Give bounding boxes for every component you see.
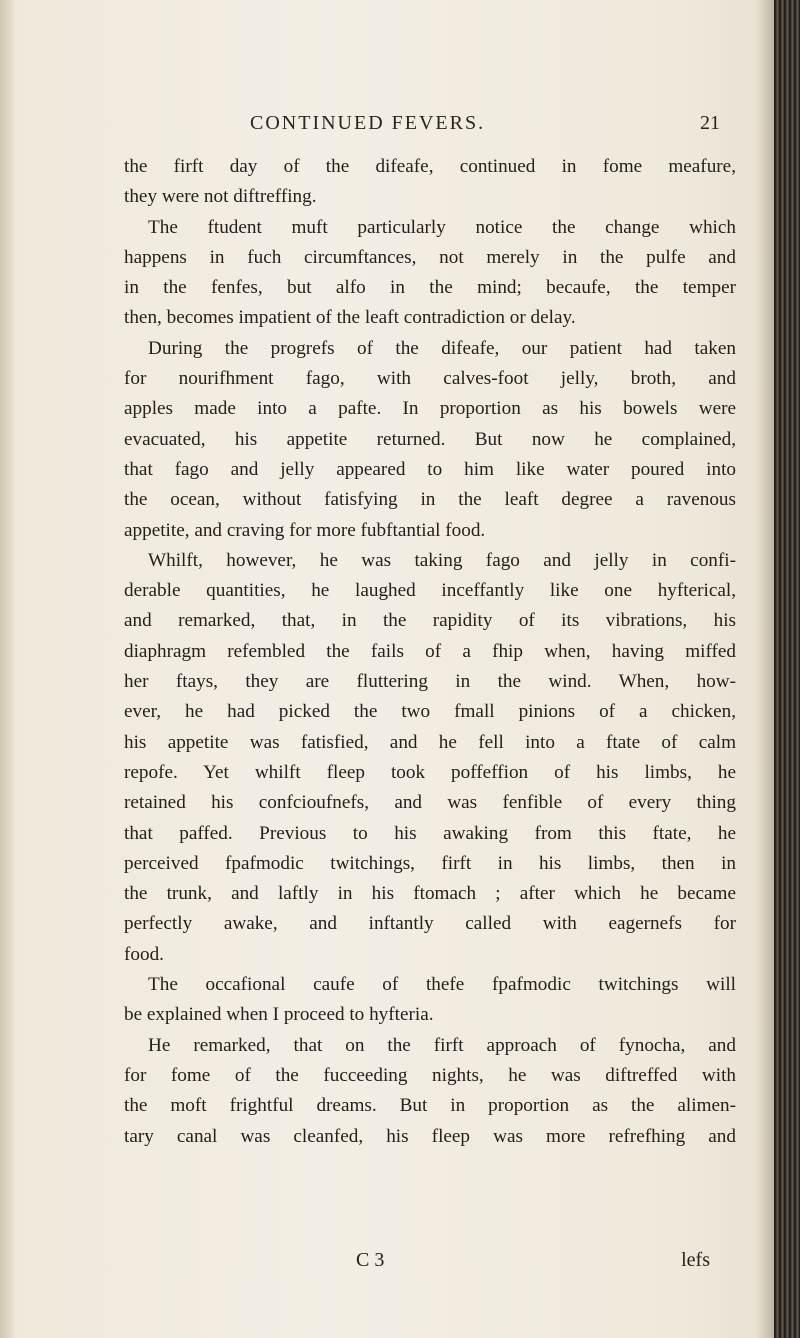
text-line: The occafional caufe of thefe fpafmodic twitchings will <box>148 974 736 996</box>
text-line: happens in fuch circumftances, not merely in the pulfe and <box>124 246 736 268</box>
text-line: evacuated, his appetite returned. But now he complained, <box>124 428 736 450</box>
text-line: that paffed. Previous to his awaking from this ftate, he <box>124 822 736 844</box>
text-line: apples made into a pafte. In proportion as his bowels were <box>124 398 736 420</box>
gutter-shadow <box>756 0 774 1338</box>
text-line: for nourifhment fago, with calves-foot jelly, broth, and <box>124 368 736 390</box>
text-line: the trunk, and laftly in his ftomach ; after which he became <box>124 883 736 905</box>
text-line: perfectly awake, and inftantly called with eagernefs for <box>124 913 736 935</box>
text-line: that fago and jelly appeared to him like water poured into <box>124 458 736 480</box>
text-line: appetite, and craving for more fubftantial food. <box>124 519 486 541</box>
text-line: his appetite was fatisfied, and he fell into a ftate of calm <box>124 731 736 753</box>
text-line: the ocean, without fatisfying in the leaft degree a ravenous <box>124 489 736 511</box>
text-line: the moft frightful dreams. But in proportion as the alimen- <box>124 1095 736 1117</box>
text-line: in the fenfes, but alfo in the mind; becaufe, the temper <box>124 277 736 299</box>
text-line: Whilft, however, he was taking fago and jelly in confi- <box>148 549 736 571</box>
page-footer <box>124 1249 736 1279</box>
text-line: they were not diftreffing. <box>124 186 317 208</box>
text-line: be explained when I proceed to hyfteria. <box>124 1004 434 1026</box>
body-text <box>124 152 736 1152</box>
text-line: for fome of the fucceeding nights, he was diftreffed with <box>124 1064 736 1086</box>
book-binding <box>774 0 800 1338</box>
text-line: perceived fpafmodic twitchings, firft in his limbs, then in <box>124 852 736 874</box>
text-line: He remarked, that on the firft approach of fynocha, and <box>148 1034 736 1056</box>
text-line: During the progrefs of the difeafe, our patient had taken <box>148 337 736 359</box>
text-line: The ftudent muft particularly notice the change which <box>148 216 736 238</box>
catchword: lefs <box>681 1249 710 1271</box>
text-line: her ftays, they are fluttering in the wind. When, how- <box>124 671 736 693</box>
signature-mark: C 3 <box>356 1249 385 1271</box>
text-line: diaphragm refembled the fails of a fhip when, having miffed <box>124 640 736 662</box>
text-line: and remarked, that, in the rapidity of its vibrations, his <box>124 610 736 632</box>
text-line: derable quantities, he laughed inceffantly like one hyfterical, <box>124 580 736 602</box>
running-head: CONTINUED FEVERS. <box>250 112 486 134</box>
page-header <box>110 112 720 142</box>
text-line: food. <box>124 943 164 965</box>
text-line: then, becomes impatient of the leaft contradiction or delay. <box>124 307 576 329</box>
page-left-edge <box>0 0 14 1338</box>
text-line: tary canal was cleanfed, his fleep was more refrefhing and <box>124 1125 736 1147</box>
text-line: retained his confcioufnefs, and was fenfible of every thing <box>124 792 736 814</box>
text-line: the firft day of the difeafe, continued in fome meafure, <box>124 156 736 177</box>
page-number: 21 <box>700 112 720 134</box>
text-line: ever, he had picked the two fmall pinions of a chicken, <box>124 701 736 723</box>
text-line: repofe. Yet whilft fleep took poffeffion of his limbs, he <box>124 761 736 783</box>
